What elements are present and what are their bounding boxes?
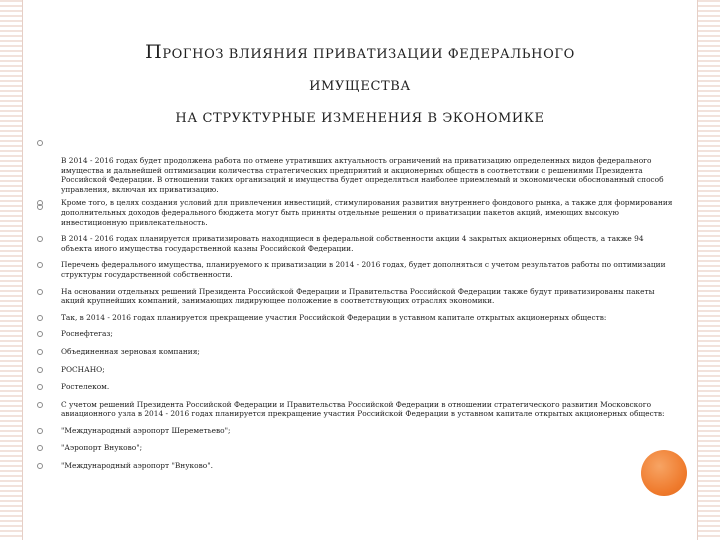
circle-bullet-icon <box>37 236 43 242</box>
circle-bullet-icon <box>37 367 43 373</box>
list-item-text: В 2014 - 2016 годах планируется приватизировать находящиеся в федеральной собственности акции 4 закрытых акционерных обществ, а также 94 объекта иного имущества государственной казны Российской Федерации. <box>61 234 644 253</box>
list-item-text: Так, в 2014 - 2016 годах планируется прекращение участия Российской Федерации в уставном капитале открытых акционерных обществ: <box>61 312 607 322</box>
list-item-text: На основании отдельных решений Президента Российской Федерации и Правительства Российской Федерации также будут приватизированы пакеты акций крупнейших компаний, занимающих лидирующее положение в соответствующих отраслях экономики. <box>61 286 655 306</box>
list-item <box>36 329 674 339</box>
list-item-text: "Международный аэропорт "Внуково". <box>61 461 213 471</box>
list-item <box>36 287 674 306</box>
left-border-line <box>22 0 23 540</box>
list-item <box>36 156 674 194</box>
list-item <box>36 400 674 419</box>
circle-bullet-icon <box>37 384 43 390</box>
list-item <box>36 347 674 357</box>
list-item <box>36 313 674 323</box>
circle-bullet-icon <box>37 349 43 355</box>
orange-circle-decoration <box>641 450 687 496</box>
list-item-text: Ростелеком. <box>61 382 110 392</box>
circle-bullet-icon <box>37 428 43 434</box>
list-item <box>36 198 674 227</box>
right-decorative-border <box>698 0 720 540</box>
circle-bullet-icon <box>37 140 43 146</box>
left-decorative-border <box>0 0 22 540</box>
list-item-text: Объединенная зерновая компания; <box>61 346 200 356</box>
list-item <box>36 260 674 279</box>
circle-bullet-icon <box>37 402 43 408</box>
right-border-line <box>697 0 698 540</box>
title-line-1: ПРОГНОЗ ВЛИЯНИЯ ПРИВАТИЗАЦИИ ФЕДЕРАЛЬНОГО <box>145 41 575 63</box>
circle-bullet-icon <box>37 445 43 451</box>
title-line-2: ИМУЩЕСТВА <box>309 79 411 94</box>
list-item-text: Роснефтегаз; <box>61 329 113 339</box>
slide-title <box>40 36 680 135</box>
circle-bullet-icon <box>37 200 43 206</box>
list-item <box>36 365 674 375</box>
circle-bullet-icon <box>37 289 43 295</box>
circle-bullet-icon <box>37 262 43 268</box>
circle-bullet-icon <box>37 331 43 337</box>
list-item <box>36 443 674 453</box>
title-line-3: НА СТРУКТУРНЫЕ ИЗМЕНЕНИЯ В ЭКОНОМИКЕ <box>175 111 545 126</box>
list-item-text: Перечень федерального имущества, планируемого к приватизации в 2014 - 2016 годах, будет дополняться с учетом результатов работы по оптимизации структуры государственной собственности. <box>61 260 666 279</box>
list-item-text: "Международный аэропорт Шереметьево"; <box>61 425 231 435</box>
list-item-text: С учетом решений Президента Российской Федерации и Правительства Российской Федерации в отношении стратегического развития Московского авиационного узла в 2014 - 2016 годах планируется прекращение участия Российской Федерации в уставном капитале открытых акционерных обществ: <box>61 399 665 419</box>
list-item <box>36 461 674 471</box>
circle-bullet-icon <box>37 315 43 321</box>
circle-bullet-icon <box>37 463 43 469</box>
list-item <box>36 382 674 392</box>
list-item-text: РОСНАНО; <box>61 364 105 374</box>
list-item-text: В 2014 - 2016 годах будет продолжена работа по отмене утративших актуальность ограничений на приватизацию определенных видов федерального имущества и дальнейшей оптимизации количества стратегических предприятий и акционерных обществ в соответствии с решениями Президента Российской Федерации. В отношении таких организаций и имущества будет определяться наиболее приемлемый и экономически обоснованный способ управления, включая их приватизацию. <box>61 156 664 194</box>
list-item <box>36 138 674 156</box>
list-item-text: "Аэропорт Внуково"; <box>61 443 143 453</box>
list-item <box>36 426 674 436</box>
list-item-text: Кроме того, в целях создания условий для привлечения инвестиций, стимулирования развития внутреннего фондового рынка, а также для формирования дополнительных доходов федерального бюджета могут быть приняты отдельные решения о приватизации пакетов акций, имеющих высокую инвестиционную привлекательность. <box>61 198 673 227</box>
list-item <box>36 234 674 253</box>
bullet-list <box>36 138 674 471</box>
